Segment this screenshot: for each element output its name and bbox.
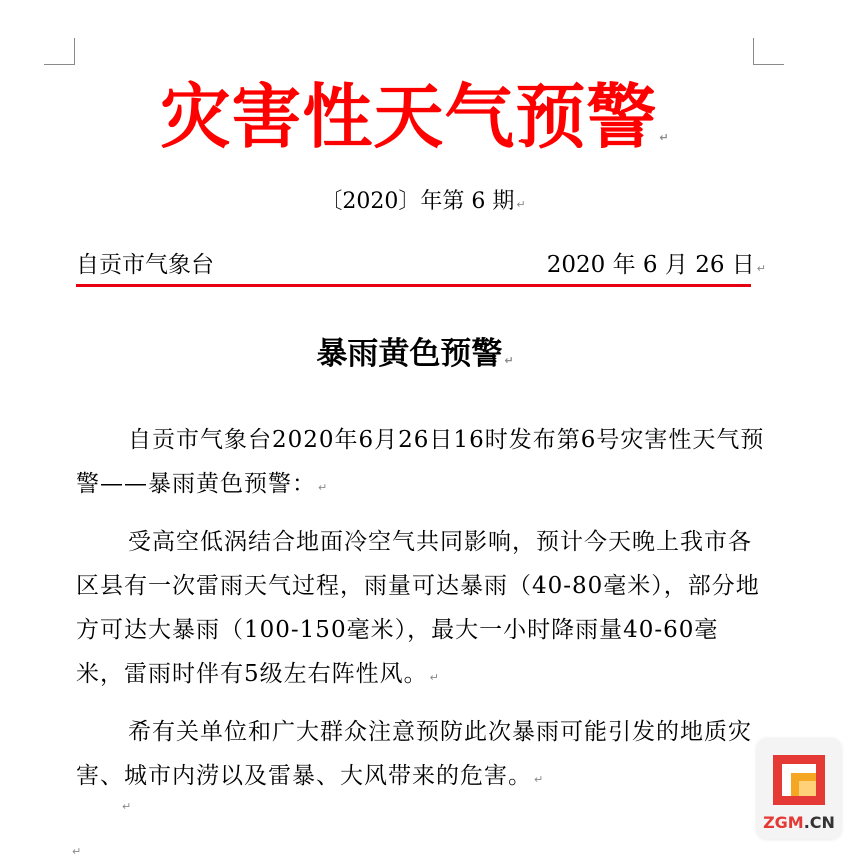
zgm-domain-suffix: .CN: [803, 813, 835, 832]
paragraph-mark: ↵: [534, 773, 545, 786]
paragraph-mark: ↵: [659, 131, 670, 144]
paragraph-mark: ↵: [429, 671, 440, 684]
body-paragraph-text: 自贡市气象台2020年6月26日16时发布第6号灾害性天气预警——暴雨黄色预警：: [76, 427, 765, 497]
body-paragraph: [76, 710, 766, 802]
document-title-text: 灾害性天气预警: [160, 75, 658, 158]
body-paragraph: [76, 520, 766, 700]
document-body: [76, 418, 766, 812]
zgm-brand-text: ZGM: [763, 813, 804, 832]
warning-title-text: 暴雨黄色预警: [316, 336, 503, 372]
warning-title: [0, 330, 830, 385]
paragraph-mark: ↵: [756, 262, 766, 275]
issue-number-text: 〔2020〕年第 6 期: [320, 189, 515, 214]
issue-number: [0, 185, 846, 222]
page-corner-mark-top-right: [753, 38, 784, 65]
empty-paragraph-mark: ↵: [122, 800, 132, 813]
paragraph-mark: ↵: [318, 481, 329, 494]
zgm-watermark-logo[interactable]: [757, 739, 841, 839]
body-paragraph: [76, 418, 766, 510]
page-corner-mark-top-left: [44, 38, 75, 65]
body-paragraph-text: 希有关单位和广大群众注意预防此次暴雨可能引发的地质灾害、城市内涝以及雷暴、大风带来的危害。: [76, 719, 752, 789]
paragraph-mark: ↵: [504, 354, 514, 367]
zgm-logo-icon: [769, 751, 829, 809]
issue-date: [547, 248, 766, 286]
issuing-organization: 自贡市气象台: [76, 252, 214, 278]
empty-paragraph-mark: ↵: [72, 845, 82, 858]
red-divider-line: [76, 284, 751, 287]
body-paragraph-text: 受高空低涡结合地面冷空气共同影响，预计今天晚上我市各区县有一次雷雨天气过程，雨量可达暴雨（40-80毫米），部分地方可达大暴雨（100-150毫米），最大一小时降雨量40-60毫米，雷雨时伴有5级左右阵性风。: [76, 529, 760, 687]
zgm-logo-text: [757, 811, 841, 835]
paragraph-mark: ↵: [516, 198, 526, 211]
issuer-header: [76, 248, 766, 282]
document-title: [0, 72, 830, 183]
issue-date-text: 2020 年 6 月 26 日: [546, 252, 755, 278]
